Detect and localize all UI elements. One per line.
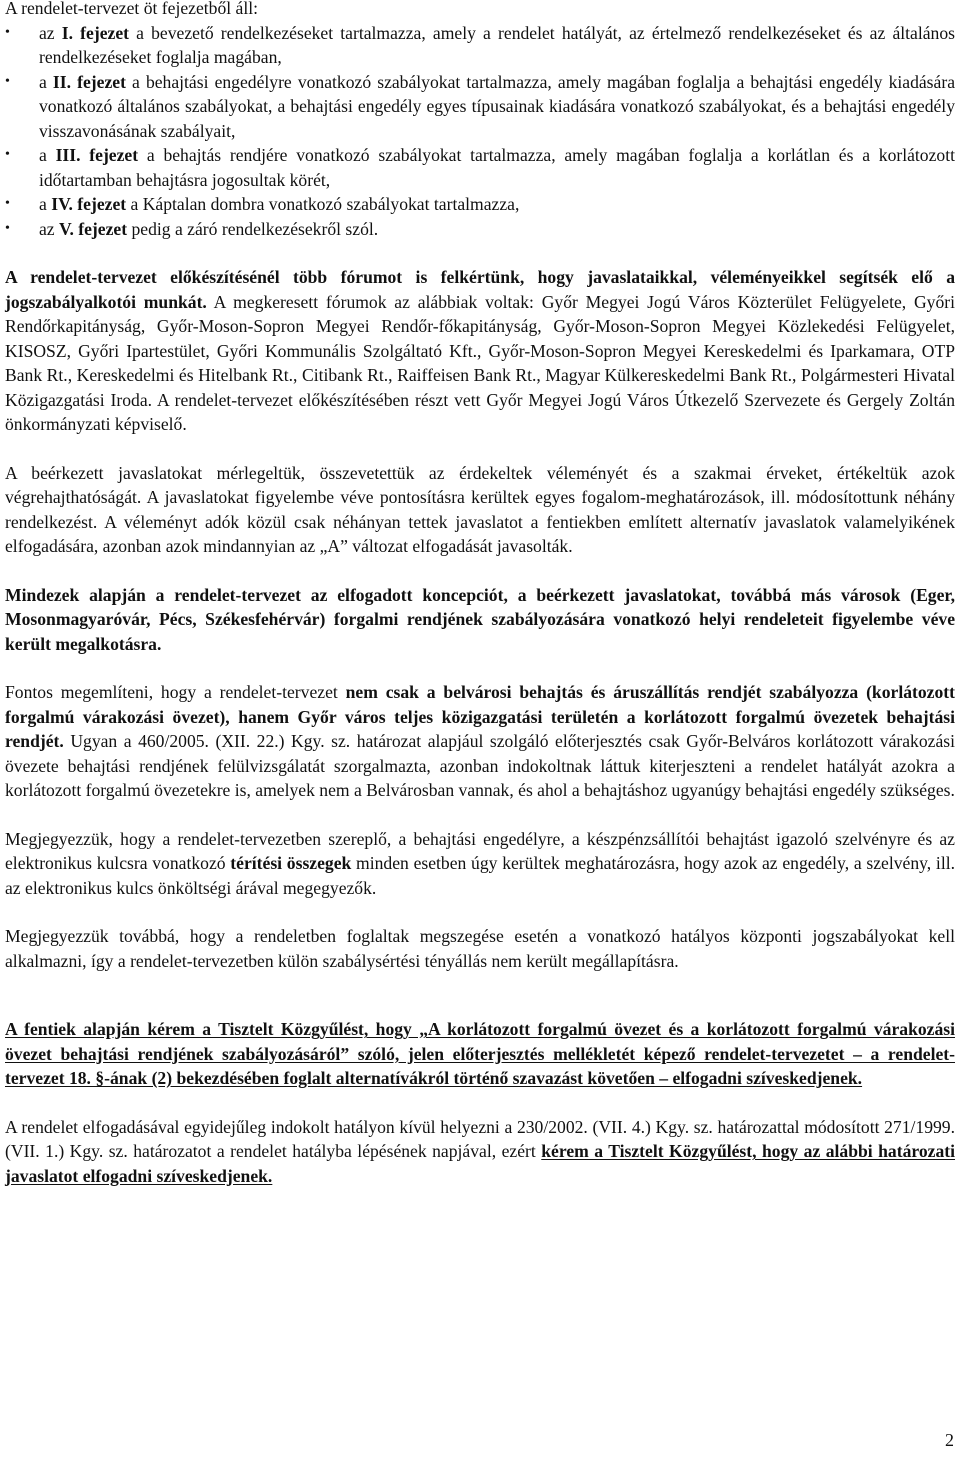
chapter-item-4: • a IV. fejezet a Káptalan dombra vonatkozó szabályokat tartalmazza, (5, 192, 955, 217)
chapter-item-3: • a III. fejezet a behajtás rendjére vonatkozó szabályokat tartalmazza, amely magában foglalja a korlátlan és a korlátozott időtartamban behajtásra jogosultak körét, (5, 145, 955, 190)
spacer (5, 656, 955, 680)
spacer (5, 803, 955, 827)
chapter-item-5: • az V. fejezet pedig a záró rendelkezésekről szól. (5, 217, 955, 242)
spacer (5, 241, 955, 265)
bullet-icon: • (5, 220, 10, 236)
paragraph-fees: Megjegyezzük, hogy a rendelet-tervezetben szereplő, a behajtási engedélyre, a készpénzsállítói behajtást igazoló szelvényre és az elektronikus kulcsra vonatkozó térítési összegek minden esetben úgy kerültek meghatározásra, hogy azok az engedély, a szelvény, ill. az elektronikus kulcs önköltségi árával megegyezők. (5, 828, 955, 898)
paragraph-scope: Fontos megemlíteni, hogy a rendelet-tervezet nem csak a belvárosi behajtás és áruszállítás rendjét szabályozza (korlátozott forgalmú várakozási övezet), hanem Győr város teljes közigazgatási területén a korlátozott forgalmú övezetek behajtási rendjét. Ugyan a 460/2005. (XII. 22.) Kgy. sz. határozat alapjául szolgáló előterjesztés csak Győr-Belváros korlátozott várakozási övezete behajtási rendjének felülvizsgálatát szorgalmazta, azonban indokoltnak láttuk kiterjeszteni a rendelet hatályát azokra a korlátozott forgalmú övezetekre is, amelyek nem a Belvárosban vannak, és ahol a behajtáshoz ugyanúgy behajtási engedély szükséges. (5, 682, 955, 800)
chapter-item-1: • az I. fejezet a bevezető rendelkezéseket tartalmazza, amely a rendelet hatályát, az értelmező rendelkezéseket és az általános rendelkezéseket foglalja magában, (5, 22, 955, 67)
bullet-icon: • (5, 73, 10, 89)
paragraph-basis: Mindezek alapján a rendelet-tervezet az elfogadott koncepciót, a beérkezett javaslatokat, továbbá más városok (Eger, Mosonmagyaróvár, Pécs, Székesfehérvár) forgalmi rendjének szabályozására vonatkozó helyi rendeleteit figyelembe véve került megalkotásra. (5, 584, 955, 654)
spacer (5, 1091, 955, 1115)
paragraph-proposals: A beérkezett javaslatokat mérlegeltük, összevetettük az érdekeltek véleményét és a szakmai érveket, értékeltük azok végrehajthatóságát. A javaslatokat figyelembe véve pontosításra kerültek egyes fogalom-meghatározások, ill. módosítottunk néhány rendelkezést. A véleményt adók közül csak néhányan tettek javaslatot a fentiekben említett alternatív javaslatok valamelyikének elfogadására, azonban azok mindannyian az „A” változat elfogadását javasolták. (5, 462, 955, 556)
chapter-list (5, 21, 955, 242)
bullet-icon: • (5, 196, 10, 211)
document-page (5, 0, 955, 1188)
spacer (5, 900, 955, 924)
paragraph-breach: Megjegyezzük továbbá, hogy a rendeletben foglaltak megszegése esetén a vonatkozó hatályos központi jogszabályokat kell alkalmazni, így a rendelet-tervezetben külön szabálysértési tényállás nem került megállapításra. (5, 926, 955, 971)
page-number: 2 (945, 1430, 954, 1450)
bullet-icon: • (5, 147, 10, 162)
bullet-icon: • (5, 24, 10, 40)
chapter-item-2: • a II. fejezet a behajtási engedélyre vonatkozó szabályokat tartalmazza, amely magában foglalja a behajtási engedély kiadására vonatkozó általános szabályokat, a behajtási engedély egyes típusainak kiadására vonatkozó szabályokat, és a behajtási engedély visszavonásának szabályait, (5, 71, 955, 141)
spacer (5, 559, 955, 583)
paragraph-repeal: A rendelet elfogadásával egyidejűleg indokolt hatályon kívül helyezni a 230/2002. (VII. 4.) Kgy. sz. határozattal módosított 271/1999. (VII. 1.) Kgy. sz. határozatot a rendelet hatályba lépésének napjával, ezért kérem a Tisztelt Közgyűlést, hogy az alábbi határozati javaslatot elfogadni szíveskedjenek. (5, 1116, 956, 1186)
spacer (5, 973, 955, 1017)
spacer (5, 437, 955, 461)
chapters-intro: A rendelet-tervezet öt fejezetből áll: (5, 0, 259, 18)
paragraph-request: A fentiek alapján kérem a Tisztelt Közgyűlést, hogy „A korlátozott forgalmú övezet és a korlátozott forgalmú várakozási övezet behajtási rendjének szabályozásáról” szóló, jelen előterjesztés mellékletét képező rendelet-tervezetet – a rendelet-tervezet 18. §-ának (2) bekezdésében foglalt alternatívákról történő szavazást követően – elfogadni szíveskedjenek. (5, 1019, 955, 1088)
paragraph-forums: A rendelet-tervezet előkészítésénél több fórumot is felkértünk, hogy javaslataikkal, véleményeikkel segítsék elő a jogszabályalkotói munkát. A megkeresett fórumok az alábbiak voltak: Győr Megyei Jogú Város Közterület Felügyelete, Győri Rendőrkapitányság, Győr-Moson-Sopron Megyei Rendőr-főkapitányság, Győr-Moson-Sopron Megyei Közlekedési Felügyelet, KISOSZ, Győri Ipartestület, Győri Kommunális Szolgáltató Kft., Győr-Moson-Sopron Megyei Kereskedelmi és Iparkamara, OTP Bank Rt., Kereskedelmi és Hitelbank Rt., Citibank Rt., Raiffeisen Bank Rt., Magyar Külkereskedelmi Bank Rt., Polgármesteri Hivatal Közigazgatási Iroda. A rendelet-tervezet előkészítésében részt vett Győr Megyei Jogú Város Útkezelő Szervezete és Gergely Zoltán önkormányzati képviselő. (5, 267, 955, 434)
